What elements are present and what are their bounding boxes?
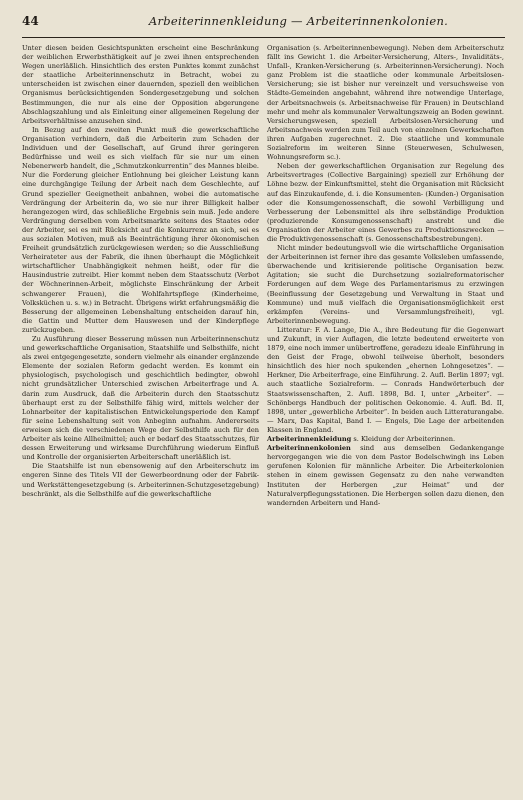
paragraph: In Bezug auf den zweiten Punkt muß die gewerkschaftliche Organisation verhindern, daß die Arbeiterin zum Schaden der Individuen und der Gesellschaft, auf Grund ihrer geringeren Bedürfnisse und weil es sich vielfach für sie nur um einen Nebenerwerb handelt, die „Schmutzkonkurrentin“ des Mannes bleibe. Nur die Forderung gleicher Entlohnung bei gleicher Leistung kann eine durchgängige Teilung der Arbeit nach dem Geschlechte, auf Grund spezieller Geeignetheit anbahnen, wobei die automatische Verdrängung der Arbeiterin da, wo sie nur ihrer Billigkeit halber herangezogen wird, das schließliche Ergebnis sein muß. Jede andere Verdrängung derselben vom Arbeitsmarkte seitens des Staates oder der Arbeiter, sei es mit Rücksicht auf die Konkurrenz an sich, sei es aus sozialen Motiven, muß als Beeinträchtigung ihrer ökonomischen Freiheit grundsätzlich zurückgewiesen werden; so die Ausschließung Verheirateter aus der Fabrik, die ihnen überhaupt die Möglichkeit wirtschaftlicher Unabhängigkeit nehmen heißt, oder für die Hausindustrie zutreibt. Hier kommt neben dem Staatsschutz (Verbot der Wöchnerinnen-Arbeit, möglichste Einschränkung der Arbeit schwangerer Frauen), die Wohlfahrtspflege (Kinderheime, Volksküchen u. s. w.) in Betracht. Übrigens wirkt erfahrungsmäßig die Besserung der allgemeinen Lebenshaltung entscheiden darauf hin, die Gattin und Mutter dem Hauswesen und der Kinderpflege zurückzugeben.: [22, 125, 259, 334]
entry-text: s. Kleidung der Arbeiterinnen.: [351, 435, 456, 444]
running-title: Arbeiterinnenkleidung — Arbeiterinnenkolonien.: [148, 14, 449, 28]
header-rule: [22, 37, 505, 38]
paragraph: Neben der gewerkschaftlichen Organisation zur Regelung des Arbeitsvertrages (Collective Bargaining) speziell zur Erhöhung der Löhne bezw. der Einkunftsmittel, steht die Organisation mit Rücksicht auf das Einzukaufende, d. i. die Konsumenten- (Kunden-) Organisation oder die Konsumgenossenschaft, die sowohl Verbilligung und Verbesserung der Lebensmittel als ihre selbständige Produktion (produzierende Konsumgenossenschaft) anstrebt und die Organisation der Arbeiter eines Gewerbes zu Produktionszwecken — die Produktivgenossenschaft (s. Genossenschaftsbestrebungen).: [267, 162, 504, 243]
paragraph: Organisation (s. Arbeiterinnenbewegung). Neben dem Arbeiterschutz fällt ins Gewicht 1. die Arbeiter-Versicherung, Alters-, Invaliditäts-, Unfall-, Kranken-Versicherung (s. Arbeiterinnen-Versicherung). Noch ganz Problem ist die staatliche oder kommunale Arbeitslosen-Versicherung; sie ist bisher nur vereinzelt und versuchsweise von Städte-Gemeinden angebahnt, während ihre notwendige Unterlage, der Arbeitsnachweis (s. Arbeitsnachweise für Frauen) in Deutschland mehr und mehr als kommunaler Verwaltungszweig an Boden gewinnt. Versicherungswesen, speziell Arbeitslosen-Versicherung und Arbeitsnachweis werden zum Teil auch von einzelnen Gewerkschaften ihren Aufgaben zugerechnet. 2. Die staatliche und kommunale Sozialreform im weiteren Sinne (Steuerwesen, Schulwesen, Wohnungsreform sc.).: [267, 44, 504, 162]
entry-title: Arbeiterinnenkleidung: [267, 435, 352, 444]
paragraph: Zu Ausführung dieser Besserung müssen nun Arbeiterinnenschutz und gewerkschaftliche Organisation, Staatshilfe und Selbsthilfe, nicht als zwei entgegengesetzte, sondern vielmehr als einander ergänzende Elemente der sozialen Reform gedacht werden. Es kommt ein physiologisch, psychologisch und geschichtlich bedingter, obwohl nicht grundsätzlicher Unterschied zwischen Arbeiterfrage und A. darin zum Ausdruck, daß die Arbeiterin durch den Staatsschutz überhaupt erst zu der Selbsthilfe fähig wird, mittels welcher der Lohnarbeiter der kapitalistischen Entwickelungsperiode den Kampf für seine Lebenshaltung seit von Anbeginn aufnahm. Andererseits erweisen sich die verschiedenen Wege der Selbsthilfe auch für den Arbeiter als keine Allheilmittel; auch er bedarf des Staatsschutzes, für dessen Erweiterung und wirksame Durchführung wiederum Einfluß und Kontrolle der organisierten Arbeiterschaft unerläßlich ist.: [22, 335, 259, 462]
entry-arbeiterinnenkleidung: [267, 435, 504, 444]
paragraph: Nicht minder bedeutungsvoll wie die wirtschaftliche Organisation der Arbeiterinnen ist ferner ihre das gesamte Volksleben umfassende, überwachende und kritisierende politische Organisation bezw. Agitation; sie sucht die Durchsetzung sozialreformatorischer Forderungen auf dem Wege des Parlamentarismus zu erzwingen (Beeinflussung der Gesetzgebung und Verwaltung in Staat und Kommune) und muß vielfach die Organisationsmöglichkeit erst erkämpfen (Vereins- und Versammlungsfreiheit), vgl. Arbeiterinnenbewegung.: [267, 244, 504, 325]
entry-title: Arbeiterinnenkolonien: [267, 444, 351, 453]
entry-arbeiterinnenkolonien: [267, 444, 504, 508]
left-column: [22, 44, 259, 508]
entry-text: sind aus demselben Gedankengange hervorgegangen wie die von dem Pastor Bodelschwingh ins Leben gerufenen Kolonien für männliche Arbeiter. Die Arbeiterkolonien stehen in einem gewissen Gegensatz zu den nahe verwandten Instituten der Herbergen „zur Heimat“ und der Naturalverpflegungsstationen. Die Herbergen sollen dazu dienen, den wandernden Arbeitern und Hand-: [267, 444, 504, 507]
literature-paragraph: Litteratur: F. A. Lange, Die A., ihre Bedeutung für die Gegenwart und Zukunft, in vier Auflagen, die letzte bedeutend erweiterte von 1879, eine noch immer unübertroffene, geradezu ideale Einführung in den Geist der Frage, obwohl teilweise überholt, besonders hinsichtlich des hier noch spukenden „ehernen Lohngesetzes“. — Herkner, Die Arbeiterfrage, eine Einführung. 2. Aufl. Berlin 1897; vgl. auch staatliche Sozialreform. — Conrads Handwörterbuch der Staatswissenschaften, 2. Aufl. 1898, Bd. I, unter „Arbeiter“. — Schönbergs Handbuch der politischen Oekonomie. 4. Aufl. Bd. II, 1898, unter „gewerbliche Arbeiter“. In beiden auch Litteraturangabe. — Marx, Das Kapital, Band I. — Engels, Die Lage der arbeitenden Klassen in England.: [267, 325, 504, 434]
page-number: 44: [22, 14, 39, 28]
paragraph: Die Staatshilfe ist nun ebensowenig auf den Arbeiterschutz im engeren Sinne des Titels VII der Gewerbeordnung oder der Fabrik- und Werkstättengesetzgebung (s. Arbeiterinnen-Schutzgesetzgebung) beschränkt, als die Selbsthilfe auf die gewerkschaftliche: [22, 462, 259, 498]
text-columns: [22, 44, 505, 508]
page-header: [22, 14, 505, 34]
right-column: [267, 44, 504, 508]
paragraph: Unter diesen beiden Gesichtspunkten erscheint eine Beschränkung der weiblichen Erwerbsthätigkeit auf je zwei ihnen entsprechenden Wegen unerläßlich. Hinsichtlich des ersten Punktes kommt zunächst der staatliche Arbeiterinnenschutz in Betracht, wobei zu unterscheiden ist zwischen einer dauernden, speziell den weiblichen Organismus berücksichtigenden Sondergesetzgebung und solchen Bestimmungen, die nur als eine der Opposition abgerungene Abschlagszahlung und als Einleitung einer allgemeinen Regelung der Arbeitsverhältnisse anzusehen sind.: [22, 44, 259, 125]
